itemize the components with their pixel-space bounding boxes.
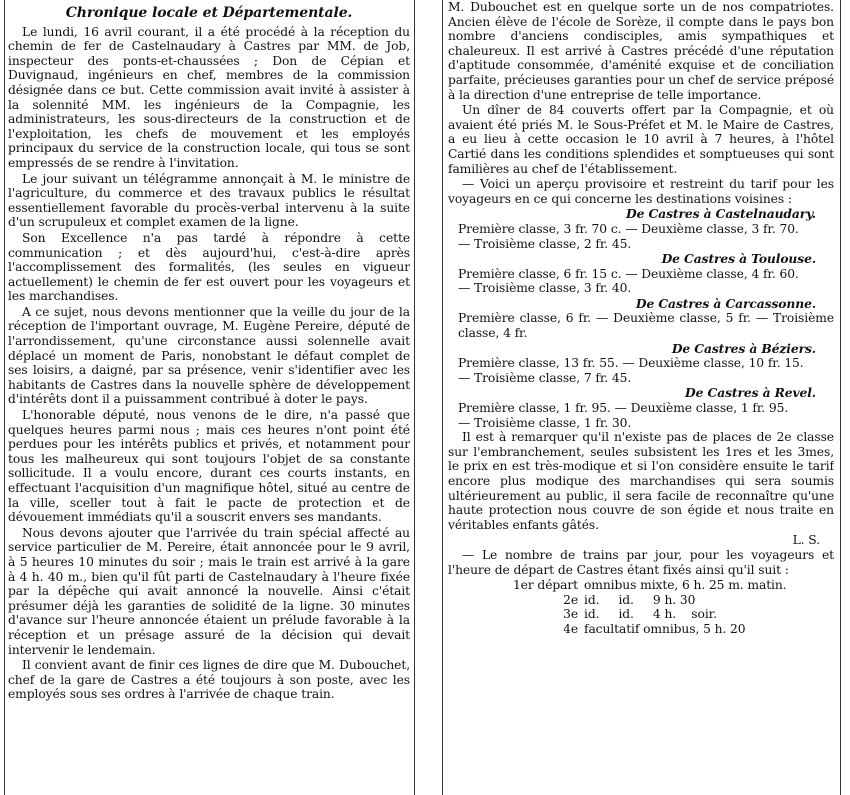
route-heading: De Castres à Toulouse.: [661, 251, 816, 267]
column-rule: [840, 0, 841, 795]
departure-row: [448, 622, 834, 637]
signature: L. S.: [792, 533, 820, 548]
departure-label: 3e: [563, 607, 578, 622]
paragraph: Le lundi, 16 avril courant, il a été procédé à la réception du chemin de fer de Castelnaudary à Castres par MM. de Job, inspecteur des ponts-et-chaussées ; Don de Cépian et Duvignaud, ingénieurs en chef, membres de la commission désignée dans ce but. Cette commission avait invité à assister à la solennité MM. les ingénieurs de la Compagnie, les administrateurs, les sous-directeurs de la construction et de l'exploitation, les chefs de mouvement et les employés principaux du service de la construction locale, qui tous se sont empressés de se rendre à l'invitation.: [8, 24, 410, 170]
column-rule: [414, 0, 415, 795]
paragraph: M. Dubouchet est en quelque sorte un de nos compatriotes. Ancien élève de l'école de Sorèze, il compte dans le pays bon nombre d'anciens condisciples, amis sympathiques et chaleureux. Il est arrivé à Castres précédé d'une réputation d'aptitude consommée, d'aménité exquise et de conciliation parfaite, précieuses garanties pour un chef de service préposé à la direction d'une entreprise de telle importance.: [448, 0, 834, 102]
fare-line: Première classe, 3 fr. 70 c. — Deuxième classe, 3 fr. 70.: [458, 221, 799, 236]
left-column: [8, 0, 410, 795]
fare-line: Première classe, 6 fr. — Deuxième classe, 5 fr. — Troisième classe, 4 fr.: [458, 311, 834, 341]
paragraph: Nous devons ajouter que l'arrivée du train spécial affecté au service particulier de M. Pereire, était annoncée pour le 9 avril, à 5 heures 10 minutes du soir ; mais le train est arrivé à la gare à 4 h. 40 m., bien qu'il fût parti de Castelnaudary à l'heure fixée par la dépêche qui avait annoncé la nouvelle. Ainsi c'était présumer déjà les garanties de solidité de la ligne. 30 minutes d'avance sur l'heure annoncée étaient un prélude favorable à la réception et un présage assuré de la décision qui devait intervenir le lendemain.: [8, 525, 410, 657]
departure-detail: omnibus mixte, 6 h. 25 m. matin.: [584, 578, 787, 593]
departure-detail: facultatif omnibus, 5 h. 20: [584, 621, 746, 636]
departure-label: 4e: [563, 621, 578, 636]
fare-line: Première classe, 1 fr. 95. — Deuxième classe, 1 fr. 95.: [458, 401, 789, 416]
fare-line: — Troisième classe, 2 fr. 45.: [458, 236, 632, 251]
departure-detail: id. id. 9 h. 30: [584, 592, 696, 607]
fare-line: — Troisième classe, 3 fr. 40.: [458, 281, 632, 296]
fare-line: Première classe, 13 fr. 55. — Deuxième classe, 10 fr. 15.: [458, 356, 804, 371]
column-rule: [442, 0, 443, 795]
departure-detail: id. id. 4 h. soir.: [584, 607, 717, 622]
paragraph: L'honorable député, nous venons de le dire, n'a passé que quelques heures parmi nous ; mais ces heures n'ont point été perdues pour les intérêts publics et privés, et notamment pour tous les malheureux qui sont toujours l'objet de sa constante sollicitude. Il a voulu encore, durant ces courts instants, en effectuant l'acquisition d'un magnifique hôtel, situé au centre de la ville, sceller tout à fait le pacte de protection et de dévouement immédiats qu'il a souscrit envers ses mandants.: [8, 408, 410, 525]
paragraph: Un dîner de 84 couverts offert par la Compagnie, et où avaient été priés M. le Sous-Préfet et M. le Maire de Castres, a eu lieu à cette occasion le 10 avril à 7 heures, à l'hôtel Cartié dans les conditions splendides et somptueuses qui sont familières au chef de l'établissement.: [448, 103, 834, 176]
departure-label: 2e: [563, 592, 578, 607]
fare-line: — Troisième classe, 1 fr. 30.: [458, 415, 632, 430]
fare-line: — Troisième classe, 7 fr. 45.: [458, 370, 632, 385]
departure-row: [448, 607, 834, 622]
paragraph: Le jour suivant un télégramme annonçait à M. le ministre de l'agriculture, du commerce et des travaux publics le résultat essentiellement favorable du procès-verbal intervenu à la suite d'un scrupuleux et complet examen de la ligne.: [8, 171, 410, 230]
paragraph: — Le nombre de trains par jour, pour les voyageurs et l'heure de départ de Castres étant fixés ainsi qu'il suit :: [448, 547, 834, 577]
paragraph: A ce sujet, nous devons mentionner que la veille du jour de la réception de l'important ouvrage, M. Eugène Pereire, député de l'arrondissement, qu'une circonstance aussi solennelle avait déplacé un moment de Paris, nonobstant le défaut complet de ses loisirs, a daigné, par sa présence, venir s'identifier avec les habitants de Castres dans la nouvelle sphère de développement d'intérêts dont il a puissamment contribué à doter le pays.: [8, 304, 410, 407]
departure-row: [448, 593, 834, 608]
route-heading: De Castres à Carcassonne.: [635, 295, 816, 311]
fare-line: Première classe, 6 fr. 15 c. — Deuxième classe, 4 fr. 60.: [458, 266, 799, 281]
column-rule: [4, 0, 5, 795]
route-heading: De Castres à Béziers.: [671, 340, 816, 356]
paragraph: Son Excellence n'a pas tardé à répondre à cette communication ; et dès aujourd'hui, c'est-à-dire après l'accomplissement des formalités, (les seules en vigueur actuellement) le chemin de fer est ouvert pour les voyageurs et les marchandises.: [8, 230, 410, 304]
paragraph: Il convient avant de finir ces lignes de dire que M. Dubouchet, chef de la gare de Castres a été toujours à son poste, avec les employés sous ses ordres à l'arrivée de chaque train.: [8, 658, 410, 702]
section-title: Chronique locale et Départementale.: [65, 5, 353, 21]
paragraph: — Voici un aperçu provisoire et restreint du tarif pour les voyageurs en ce qui concerne les destinations voisines :: [448, 177, 834, 206]
paragraph: Il est à remarquer qu'il n'existe pas de places de 2e classe sur l'embranchement, seules subsistent les 1res et les 3mes, le prix en est très-modique et si l'on considère ensuite le tarif encore plus modique des marchandises qui sera soumis ultérieurement au public, il sera facile de reconnaître qu'une haute protection nous couvre de son égide et nous traite en véritables enfants gâtés.: [448, 430, 834, 532]
right-column: [448, 0, 834, 795]
departure-row: [448, 578, 834, 593]
route-heading: De Castres à Castelnaudary.: [626, 206, 816, 222]
route-heading: De Castres à Revel.: [685, 385, 816, 401]
departure-label: 1er départ: [512, 578, 578, 593]
